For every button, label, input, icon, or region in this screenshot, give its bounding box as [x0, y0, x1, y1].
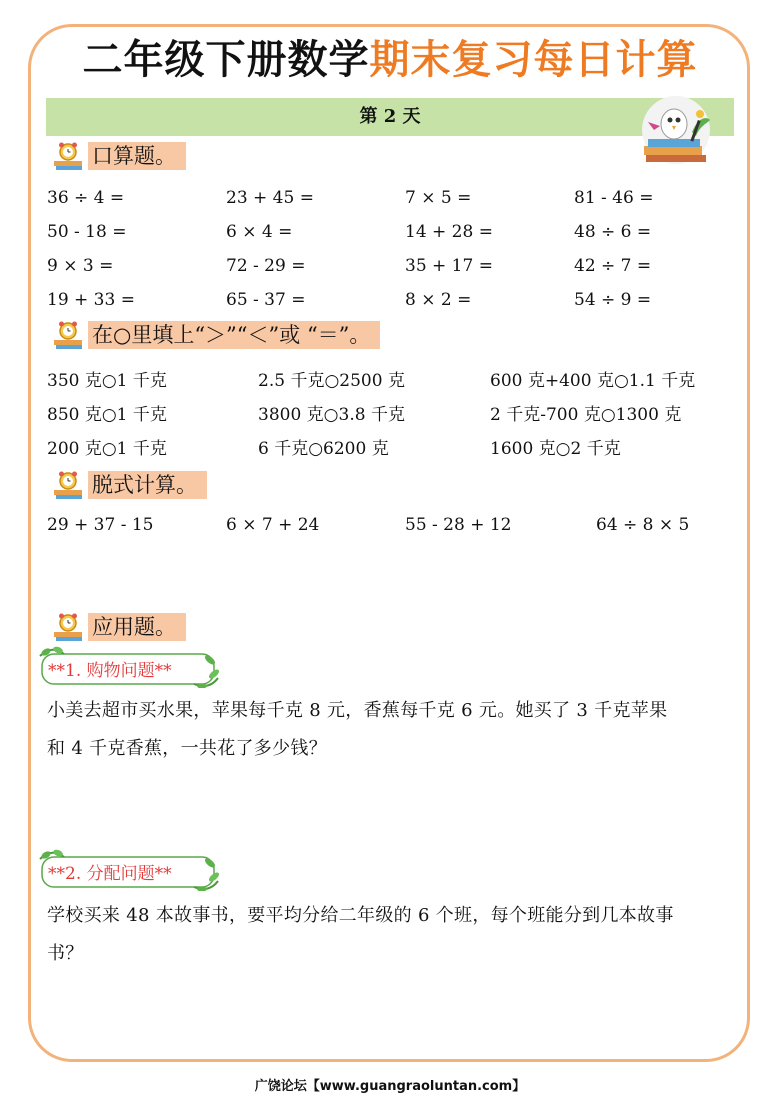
- compare-problem: 1600 克○2 千克: [490, 439, 621, 459]
- alarm-clock-books-icon: [52, 320, 86, 350]
- section-compare-label: 在○里填上“＞”“＜”或 “＝”。: [88, 321, 380, 349]
- compare-problem: 850 克○1 千克: [47, 405, 167, 425]
- oral-problem: 7 × 5 =: [405, 188, 472, 208]
- section-applied-header: [52, 612, 186, 642]
- section-applied-label: 应用题。: [88, 613, 186, 641]
- oral-problem: 9 × 3 =: [47, 256, 114, 276]
- problem-1-banner: [38, 646, 220, 688]
- oral-problem: 65 - 37 =: [226, 290, 306, 310]
- section-oral-label: 口算题。: [88, 142, 186, 170]
- oral-problem: 36 ÷ 4 =: [47, 188, 125, 208]
- problem-2-line: 学校买来 48 本故事书，要平均分给二年级的 6 个班，每个班能分到几本故事: [47, 905, 674, 926]
- title-part-1: 二年级下册数学: [82, 37, 370, 83]
- problem-2-text: [47, 897, 737, 973]
- oral-problem: 50 - 18 =: [47, 222, 127, 242]
- oral-problem: 48 ÷ 6 =: [574, 222, 652, 242]
- compare-problem: 350 克○1 千克: [47, 371, 167, 391]
- section-oral-header: [52, 141, 186, 171]
- compare-problem: 3800 克○3.8 千克: [258, 405, 405, 425]
- compare-row: [0, 434, 780, 458]
- compare-row: [0, 400, 780, 424]
- alarm-clock-books-icon: [52, 141, 86, 171]
- oral-problem: 19 + 33 =: [47, 290, 135, 310]
- problem-1-line: 和 4 千克香蕉，一共花了多少钱？: [47, 738, 327, 759]
- problem-1-title: **1. 购物问题**: [48, 661, 172, 681]
- stepwise-problem: 29 + 37 - 15: [47, 515, 154, 535]
- compare-problem: 6 千克○6200 克: [258, 439, 389, 459]
- stepwise-problem: 6 × 7 + 24: [226, 515, 320, 535]
- footer-credit: 广饶论坛【www.guangraoluntan.com】: [254, 1079, 526, 1094]
- oral-problem: 54 ÷ 9 =: [574, 290, 652, 310]
- alarm-clock-books-icon: [52, 470, 86, 500]
- compare-row: [0, 366, 780, 390]
- day-label: 第 2 天: [359, 106, 421, 127]
- oral-problem: 14 + 28 =: [405, 222, 493, 242]
- title-part-2: 期末复习每日计算: [369, 37, 698, 83]
- compare-problem: 200 克○1 千克: [47, 439, 167, 459]
- oral-problem: 6 × 4 =: [226, 222, 293, 242]
- problem-2-line: 书？: [47, 943, 84, 964]
- compare-problem: 2 千克-700 克○1300 克: [490, 405, 682, 425]
- oral-row: [0, 222, 780, 246]
- problem-1-line: 小美去超市买水果，苹果每千克 8 元，香蕉每千克 6 元。她买了 3 千克苹果: [47, 700, 668, 721]
- problem-2-title: **2. 分配问题**: [48, 864, 172, 884]
- book-bird-illustration-icon: [636, 96, 716, 168]
- oral-row: [0, 188, 780, 212]
- day-bar: [46, 98, 734, 136]
- stepwise-row: [0, 515, 780, 539]
- section-stepwise-label: 脱式计算。: [88, 471, 207, 499]
- oral-problem: 72 - 29 =: [226, 256, 306, 276]
- stepwise-problem: 64 ÷ 8 × 5: [596, 515, 690, 535]
- oral-problem: 35 + 17 =: [405, 256, 493, 276]
- oral-row: [0, 256, 780, 280]
- stepwise-problem: 55 - 28 + 12: [405, 515, 512, 535]
- compare-problem: 2.5 千克○2500 克: [258, 371, 405, 391]
- section-stepwise-header: [52, 470, 207, 500]
- oral-problem: 42 ÷ 7 =: [574, 256, 652, 276]
- problem-2-banner: [38, 849, 220, 891]
- problem-1-text: [47, 692, 737, 768]
- oral-problem: 23 + 45 =: [226, 188, 314, 208]
- compare-problem: 600 克+400 克○1.1 千克: [490, 371, 696, 391]
- oral-row: [0, 290, 780, 314]
- oral-problem: 81 - 46 =: [574, 188, 654, 208]
- alarm-clock-books-icon: [52, 612, 86, 642]
- page-title: [0, 37, 780, 83]
- oral-problem: 8 × 2 =: [405, 290, 472, 310]
- section-compare-header: [52, 320, 380, 350]
